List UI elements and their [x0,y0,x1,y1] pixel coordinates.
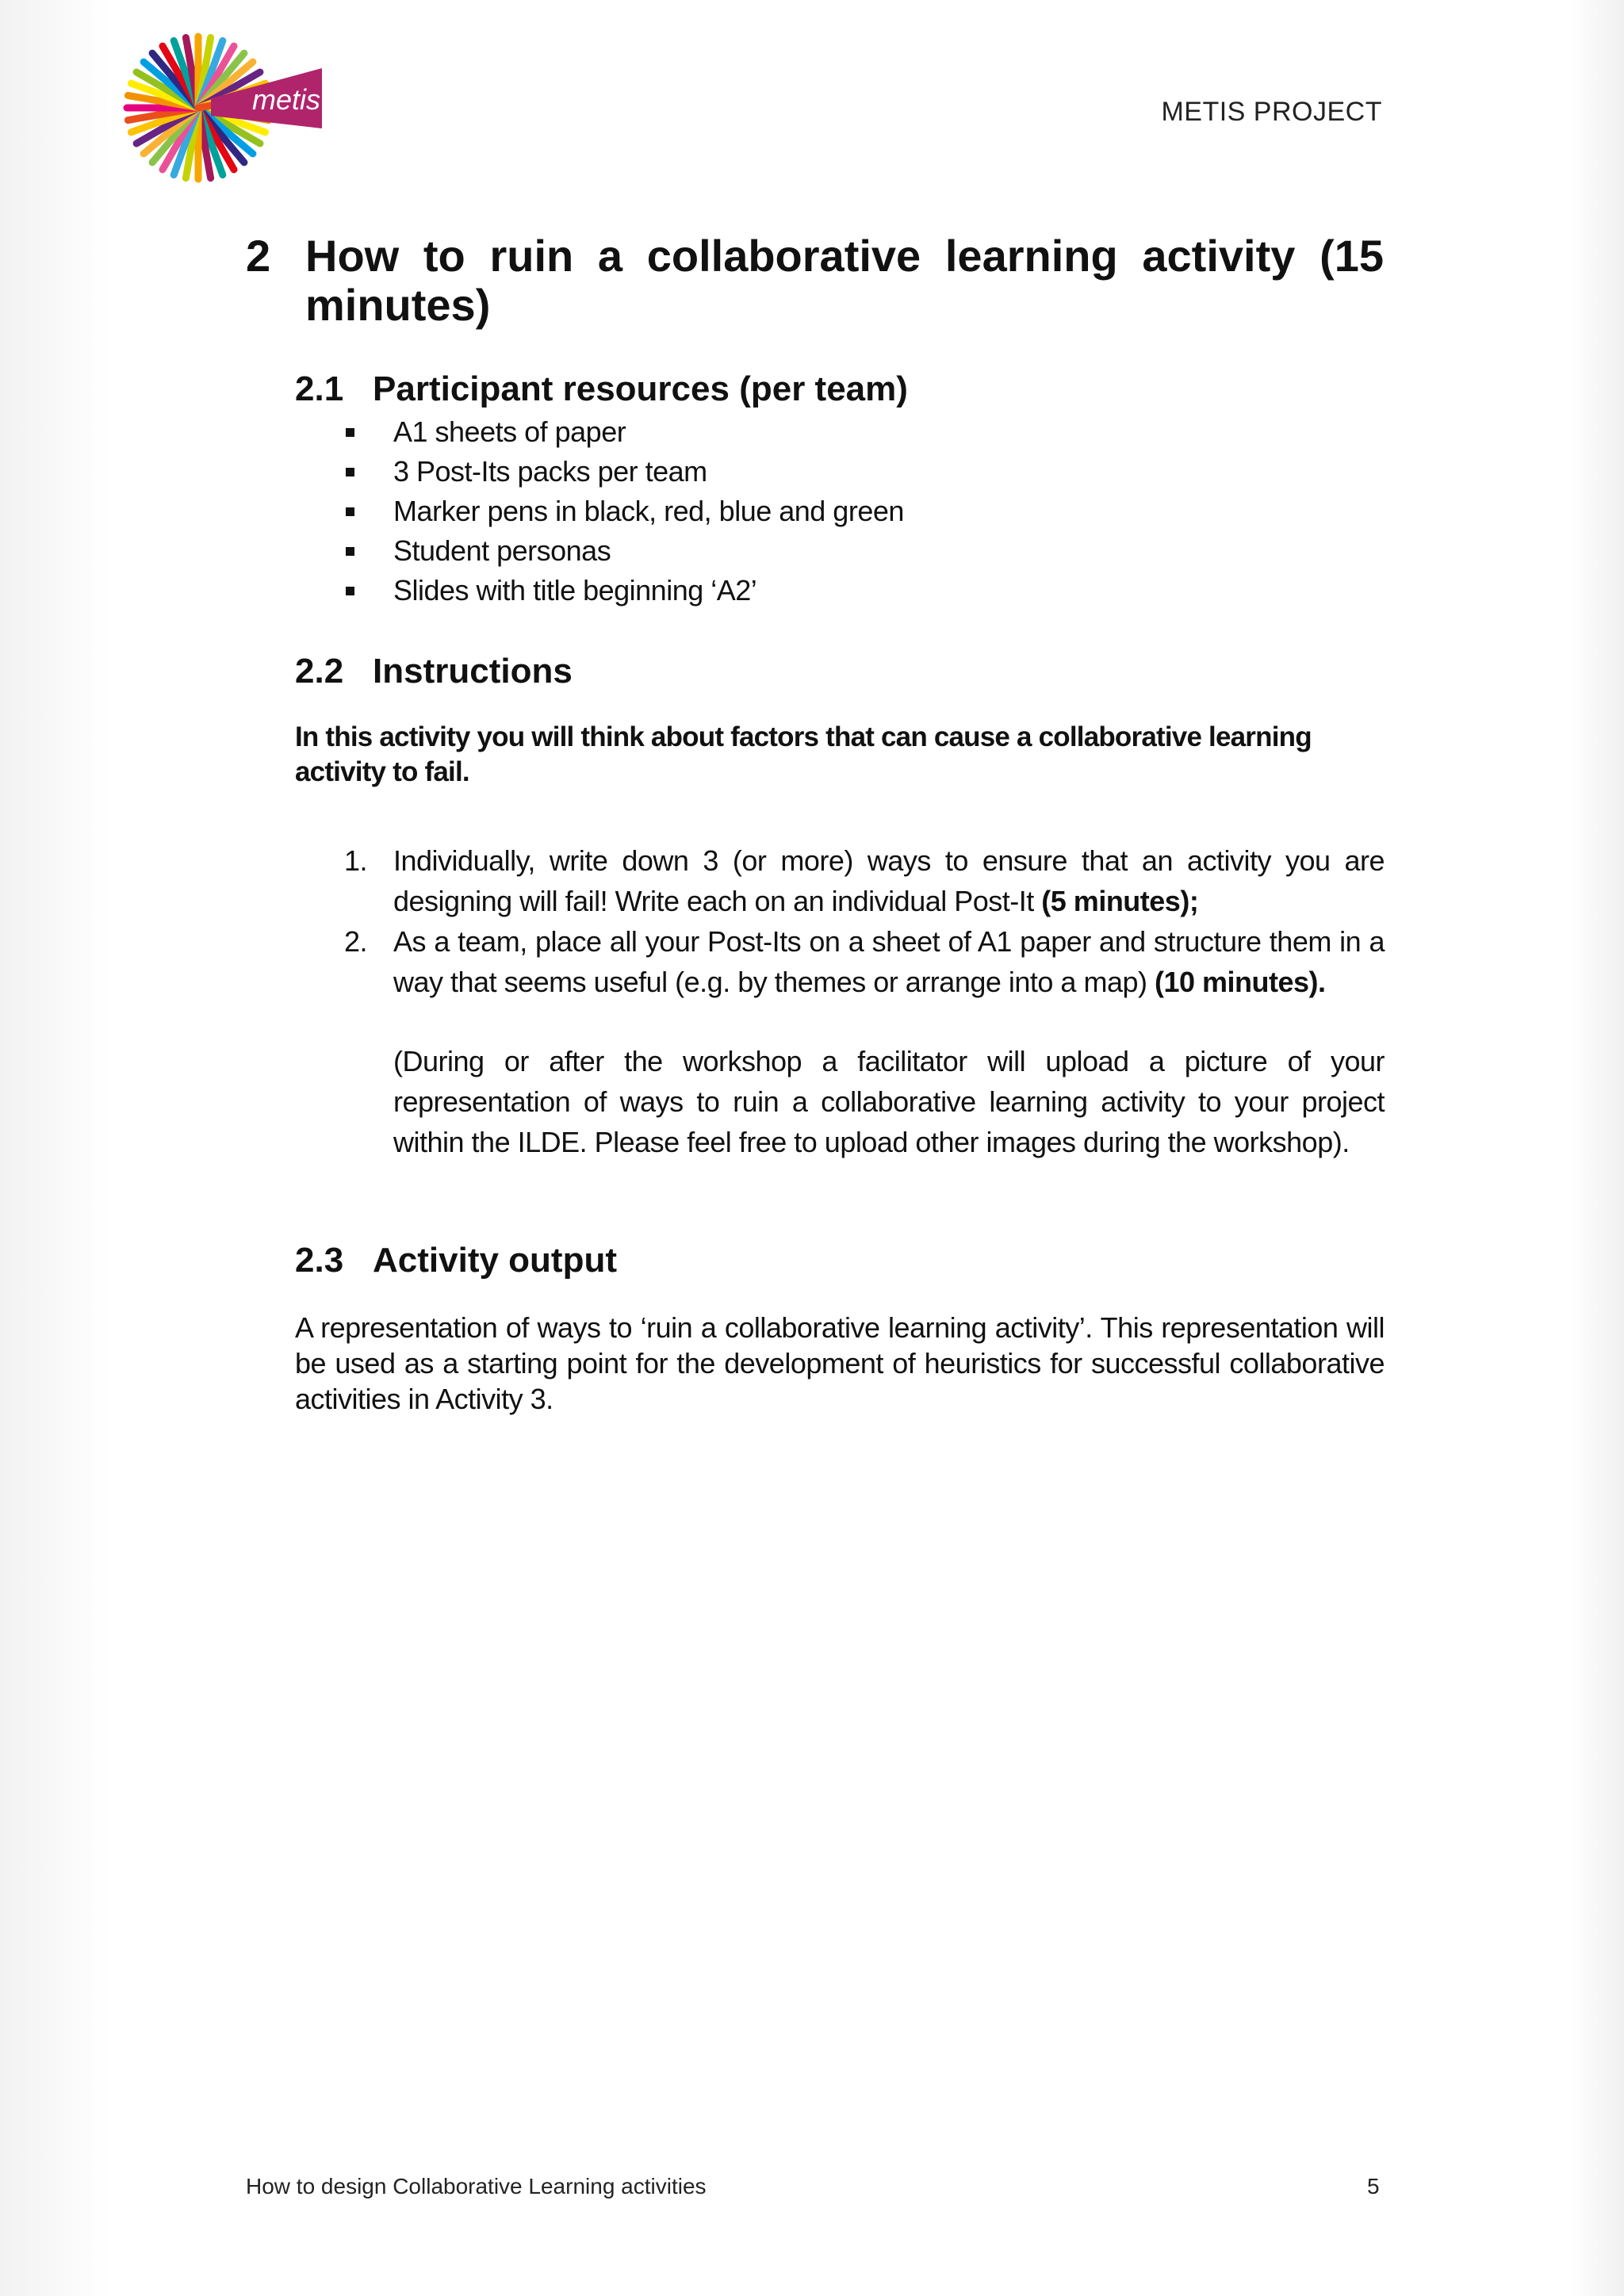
step-item [295,921,1385,1002]
list-item: A1 sheets of paper [346,412,904,452]
resources-list [346,412,904,610]
instruction-steps [295,840,1385,1002]
list-item: 3 Post-Its packs per team [346,452,904,492]
subsection-title: Instructions [373,652,573,691]
list-item: Student personas [346,531,904,571]
section-title: How to ruin a collaborative learning activity (15 minutes) [305,231,1384,330]
subsection-heading-output [295,1241,617,1280]
instructions-note: (During or after the workshop a facilitator will upload a picture of your representation of ways to ruin a collaborative learning activity to your project within the ILDE. Please feel free to upload other images during the workshop). [393,1045,1385,1158]
output-text: A representation of ways to ‘ruin a collaborative learning activity’. This representation will be used as a starting point for the development of heuristics for successful collaborative activities in Activity 3. [295,1311,1385,1415]
page-number: 5 [1367,2174,1380,2198]
footer-doc-title: How to design Collaborative Learning activities [246,2174,707,2198]
instructions-intro: In this activity you will think about factors that can cause a collaborative learning activity to fail. [295,721,1312,787]
subsection-number: 2.1 [295,369,344,408]
metis-logo [117,29,331,187]
subsection-heading-instructions [295,652,573,691]
step-number: 1. [344,844,368,877]
step-text: Individually, write down 3 (or more) ways to ensure that an activity you are designing will fail! Write each on an individual Post-It [393,844,1385,917]
subsection-number: 2.3 [295,1241,344,1280]
page-edge-shadow-right [1568,0,1624,2296]
subsection-heading-resources [295,369,908,409]
step-duration: (5 minutes); [1041,885,1199,917]
step-duration: (10 minutes). [1155,966,1326,998]
page-edge-shadow-left [0,0,111,2296]
section-heading [246,232,1384,330]
subsection-title: Activity output [373,1241,617,1280]
list-item: Marker pens in black, red, blue and green [346,492,904,531]
step-text: As a team, place all your Post-Its on a sheet of A1 paper and structure them in a way that seems useful (e.g. by themes or arrange into a map) [393,925,1385,998]
list-item: Slides with title beginning ‘A2’ [346,571,904,610]
section-number: 2 [246,231,271,281]
step-item [295,840,1385,921]
logo-text: metis [252,83,321,116]
step-number: 2. [344,925,368,958]
subsection-number: 2.2 [295,652,344,691]
header-project-label: METIS PROJECT [1161,97,1382,127]
subsection-title: Participant resources (per team) [373,369,908,408]
